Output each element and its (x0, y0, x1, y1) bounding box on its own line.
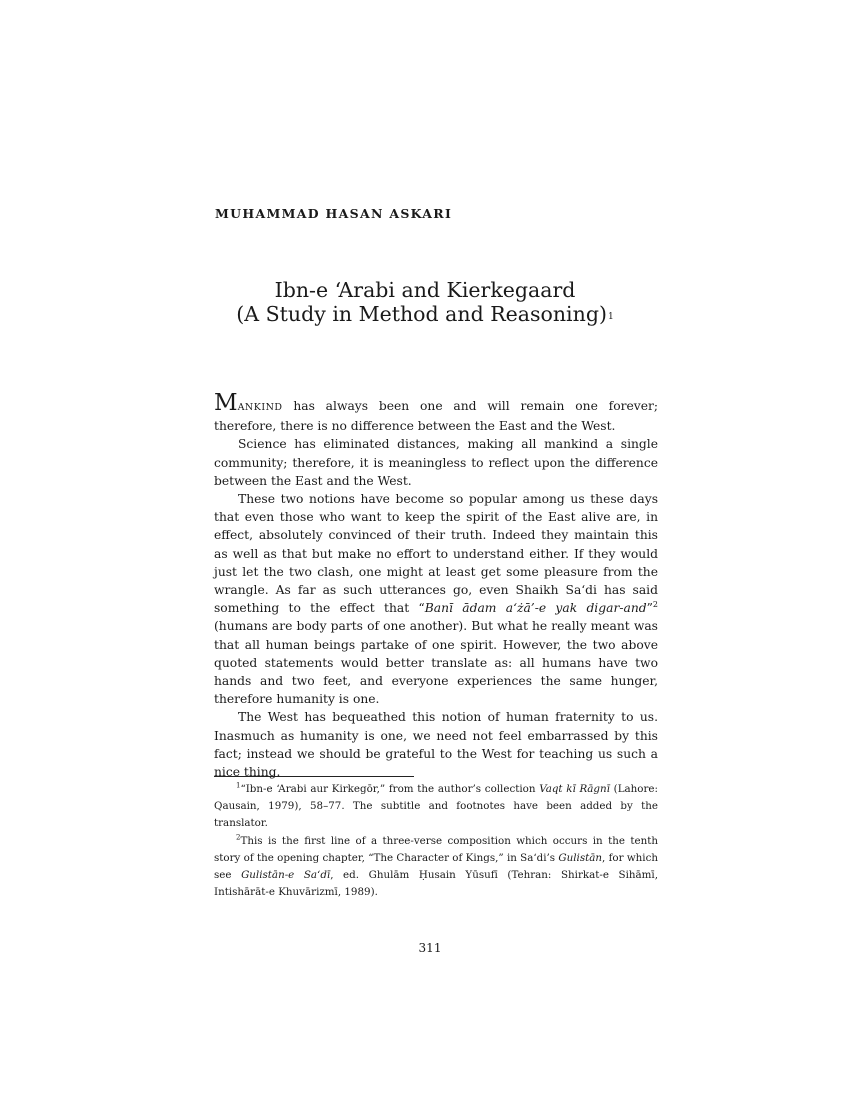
page-number: 311 (418, 941, 442, 955)
title-footnote-marker: 1 (607, 312, 614, 322)
persian-quote: Banī ādam a‘żā’-e yak digar-and (424, 601, 647, 616)
title-line-1: Ibn-e ‘Arabi and Kierkegaard (274, 278, 576, 302)
small-caps-word: ANKIND (237, 402, 283, 413)
article-subtitle (190, 302, 660, 327)
footnote-2-text-c: , ed. Ghulām Ḥusain Yūsufī (Tehran: Shirkat-e Sihāmī, Intishārāt-e Khuvārizmī, 1989). (214, 869, 658, 899)
footnote-divider (214, 776, 414, 777)
footnote-2-book-title-2: Gulistān-e Sa‘dī (241, 869, 331, 882)
footnote-2-text-a: This is the first line of a three-verse composition which occurs in the tenth story of the opening chapter, “The Character of Kings,” in Sa‘di’s (214, 834, 658, 864)
footnote-2-text-b: , for which see (214, 851, 658, 882)
paragraph-2: Science has eliminated distances, making all mankind a single community; therefore, it is meaningless to reflect upon the difference between the East and the West. (214, 437, 658, 488)
footnote-2 (214, 833, 658, 902)
footnote-1-number: 1 (236, 781, 241, 790)
footnote-2-marker: 2 (652, 600, 658, 610)
drop-cap: M (214, 390, 238, 416)
paragraph-1-text: has always been one and will remain one forever; therefore, there is no difference between the East and the West. (214, 399, 658, 434)
footnote-2-number: 2 (236, 833, 241, 842)
footnote-1-text-a: “Ibn-e ‘Arabi aur Kirkegōr,” from the author’s collection (240, 783, 540, 795)
footnotes (214, 781, 658, 901)
paragraph-4: The West has bequeathed this notion of human fraternity to us. Inasmuch as humanity is one, we need not feel embarrassed by this fact; instead we should be grateful to the West for teaching us such a nice thing. (214, 710, 658, 780)
paragraph-3-text-a: These two notions have become so popular among us these days that even those who want to keep the spirit of the East alive are, in effect, absolutely convinced of their truth. Indeed they maintain this as well as that but make no effort to understand either. If they would just let the two clash, one might at least get some pleasure from the wrangle. As far as such utterances go, even Shaikh Sa‘di has said something to the effect that “ (214, 492, 658, 616)
footnote-1-book-title: Vaqt kī Rāgnī (539, 783, 610, 795)
article-title (190, 278, 660, 303)
article-body (214, 390, 658, 781)
footnote-1-text-b: (Lahore: Qausain, 1979), 58–77. The subtitle and footnotes have been added by the translator. (214, 783, 658, 830)
footnote-2-book-title-1: Gulistān (558, 851, 603, 864)
author-name: MUHAMMAD HASAN ASKARI (215, 206, 453, 221)
paragraph-3-text-b: ” (646, 601, 653, 616)
paragraph-3-text-c: (humans are body parts of one another). But what he really meant was that all human beings partake of one spirit. However, the two above quoted statements would better translate as: all humans have two hands and two feet, and everyone experiences the same hunger, therefore humanity is one. (214, 619, 658, 707)
footnote-1 (214, 781, 658, 833)
paragraph-3 (214, 490, 658, 708)
title-line-2: (A Study in Method and Reasoning) (236, 302, 607, 326)
paragraph-1 (214, 390, 658, 435)
